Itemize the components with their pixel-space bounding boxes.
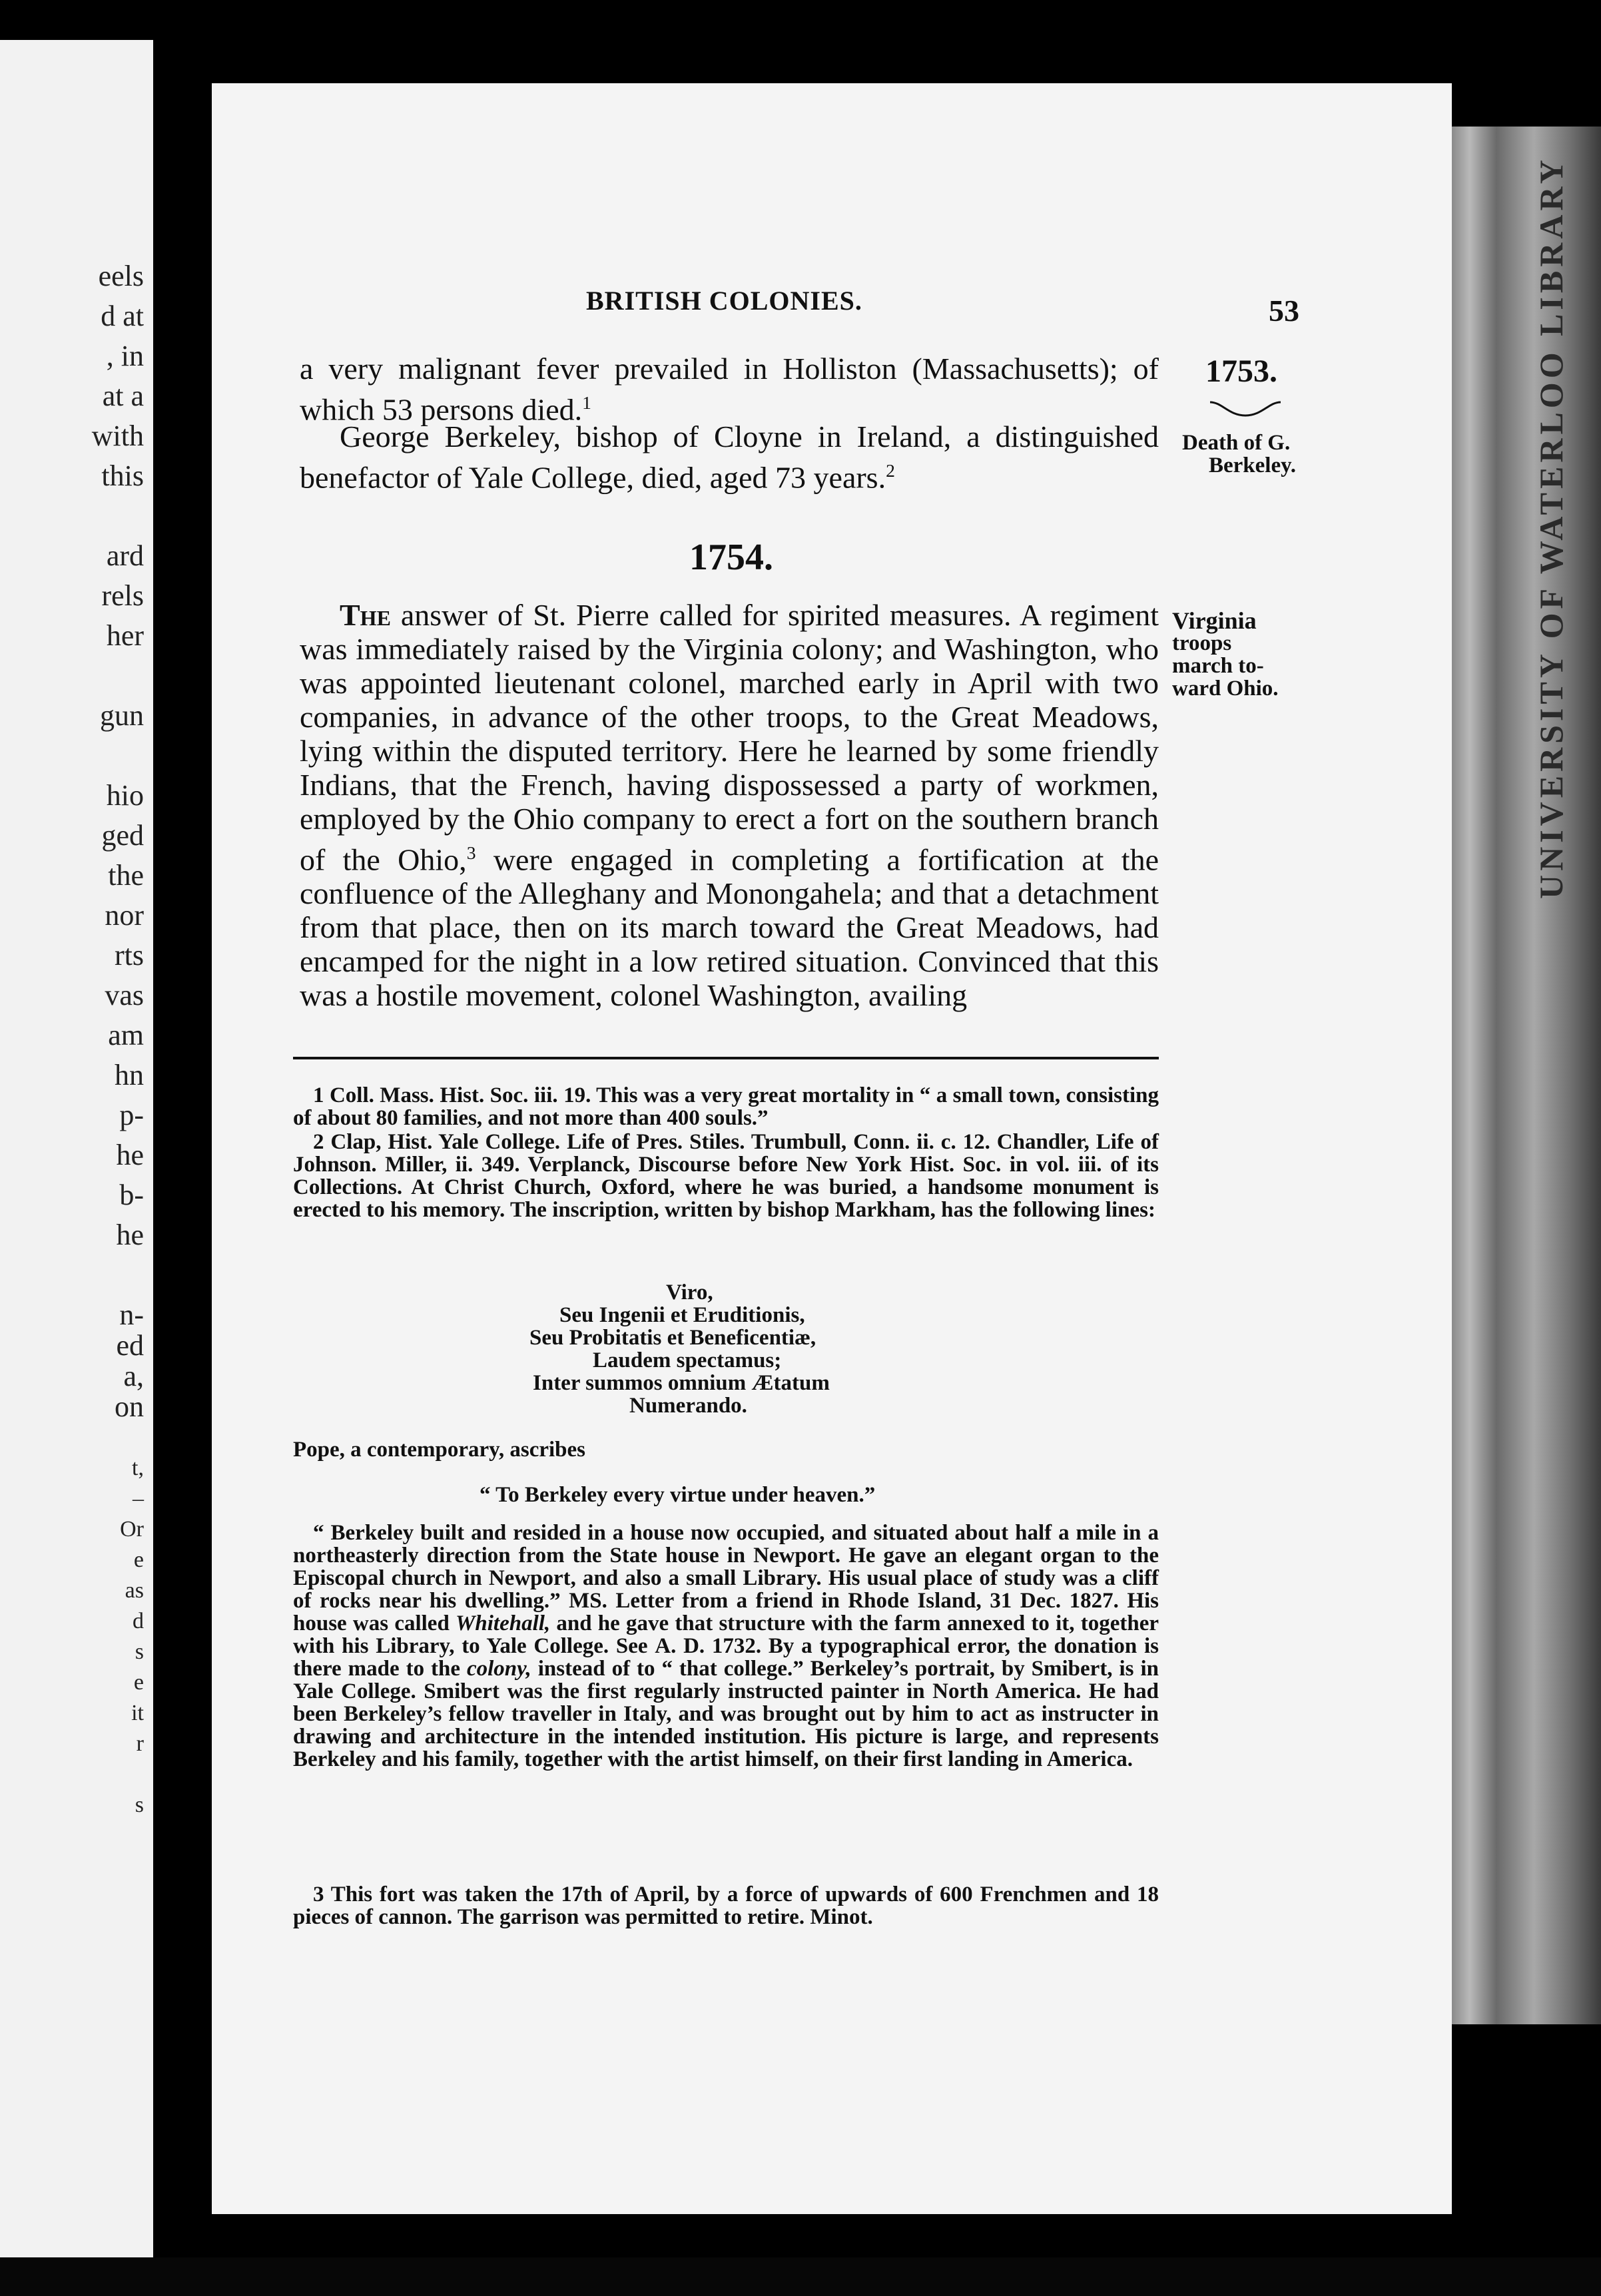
paragraph-text: George Berkeley, bishop of Cloyne in Ireland, a distinguished benefactor of Yale College, died, aged 73 years.	[300, 420, 1159, 495]
left-page-fragment: am	[108, 1019, 144, 1051]
footnote-1	[293, 1084, 1159, 1129]
left-page-fragment: her	[106, 619, 144, 652]
inscription-line: Numerando.	[629, 1394, 747, 1418]
footnote-2-continued	[293, 1522, 1159, 1771]
left-page-fragment: he	[116, 1219, 144, 1251]
left-page-fragment: nor	[105, 899, 144, 932]
margin-note-line: march to-	[1172, 654, 1264, 678]
page-edge	[1452, 127, 1601, 2024]
left-page-fragment: gun	[100, 699, 144, 732]
left-page-fragment: n-	[119, 1298, 144, 1331]
left-page-fragment: hn	[115, 1059, 144, 1091]
left-page-fragment: eels	[98, 260, 144, 292]
left-page-fragment: –	[133, 1486, 144, 1511]
running-head: BRITISH COLONIES.	[586, 286, 862, 316]
footnote-ref: 2	[886, 460, 895, 481]
left-facing-page	[0, 40, 153, 2296]
left-page-fragment: he	[116, 1139, 144, 1171]
footnote-3	[293, 1883, 1159, 1928]
footnote-2	[293, 1131, 1159, 1221]
left-page-fragment: this	[101, 459, 144, 492]
left-page-fragment: at a	[102, 380, 144, 412]
margin-note-berkeley	[1182, 431, 1296, 477]
left-page-fragment: t,	[132, 1456, 144, 1480]
inscription-verse	[529, 1281, 830, 1418]
left-page-fragment: b-	[119, 1179, 144, 1211]
left-page-fragment: p-	[119, 1099, 144, 1131]
left-page-fragment: vas	[105, 979, 144, 1011]
edge-stamp: UNIVERSITY OF WATERLOO LIBRARY	[1532, 156, 1570, 899]
left-page-fragment: rels	[101, 579, 144, 612]
margin-note-line: troops	[1172, 631, 1232, 655]
paragraph-berkeley	[300, 420, 1159, 494]
left-page-fragment: ed	[116, 1329, 144, 1362]
year-heading: 1754.	[689, 537, 773, 578]
left-page-fragment: with	[91, 420, 144, 452]
footnote-italic: colony,	[466, 1657, 531, 1681]
left-page-fragment: r	[136, 1731, 144, 1756]
inscription-line: Inter summos omnium Ætatum	[533, 1371, 830, 1395]
paragraph-holliston	[300, 352, 1159, 426]
footnote-smallcaps: A. D.	[655, 1634, 705, 1658]
left-page-fragment: d	[133, 1609, 144, 1633]
left-page-fragment: , in	[106, 340, 144, 372]
left-page-fragment: hio	[106, 779, 144, 812]
footnote-text: 3 This fort was taken the 17th of April, by a force of upwards of 600 Frenchmen and 18 pieces of cannon. The garrison was permitted to retire. Minot.	[293, 1882, 1159, 1929]
paragraph-text: a very malignant fever prevailed in Holliston (Massachusetts); of which 53 persons died.	[300, 352, 1159, 427]
left-page-fragment: it	[131, 1701, 144, 1725]
left-page-fragment: e	[133, 1670, 144, 1695]
left-page-fragment: the	[108, 859, 144, 892]
left-page-fragment: Or	[120, 1517, 144, 1542]
margin-note-line: ward Ohio.	[1172, 677, 1279, 701]
footnote-ref: 1	[582, 392, 591, 413]
footnote-text: 1 Coll. Mass. Hist. Soc. iii. 19. This was a very great mortality in “ a small town, consisting of about 80 families, and not more than 400 souls.”	[293, 1083, 1159, 1130]
page-number: 53	[1269, 294, 1299, 328]
pope-quote: “ To Berkeley every virtue under heaven.”	[480, 1483, 876, 1507]
margin-note-line: Death of G.	[1182, 431, 1291, 455]
footnote-text: and he gave that structure with the farm annexed to it, together with his Library, to Yale College. See	[293, 1611, 1159, 1658]
inscription-line: Laudem spectamus;	[593, 1348, 782, 1372]
left-page-fragment: ard	[106, 539, 144, 572]
margin-note-virginia	[1172, 609, 1279, 700]
left-page-fragment: d at	[101, 300, 144, 332]
paragraph-st-pierre	[300, 598, 1159, 1012]
left-page-fragment: s	[135, 1639, 144, 1664]
footnote-rule	[293, 1057, 1159, 1059]
left-page-fragment: as	[125, 1578, 144, 1603]
paragraph-text: were engaged in completing a fortification at the confluence of the Alleghany and Monongahela; and that a detachment from that place, then on its march toward the Great Meadows, had encamped for the night in a low retired situation. Convinced that this was a hostile movement, colonel Washington, availing	[300, 842, 1159, 1013]
pope-line: Pope, a contemporary, ascribes	[293, 1438, 586, 1462]
brace-ornament	[1209, 400, 1282, 420]
footnote-text: 1732. By a typographical error, the donation is there made to the	[293, 1634, 1159, 1681]
footnote-ref: 3	[466, 842, 476, 863]
margin-year: 1753.	[1205, 354, 1277, 389]
footnote-text: 2 Clap, Hist. Yale College. Life of Pres. Stiles. Trumbull, Conn. ii. c. 12. Chandler, Life of Johnson. Miller, ii. 349. Verplanck, Discourse before New York Hist. Soc. in vol. iii. of its Collections. At Christ Church, Oxford, where he was buried, a handsome monument is erected to his memory. The inscription, written by bishop Markham, has the following lines:	[293, 1130, 1159, 1222]
margin-note-line: Virginia	[1172, 607, 1257, 634]
left-page-fragment: on	[115, 1390, 144, 1423]
margin-note-line: Berkeley.	[1209, 453, 1297, 477]
left-page-fragment: s	[135, 1793, 144, 1817]
footnote-text: instead of to “ that college.” Berkeley’s portrait, by Smibert, is in Yale College. Smibert was the first regularly instructed painter in North America. He had been Berkeley’s fellow traveller in Italy, and was brought out by him to act as instructer in drawing and architecture in the intended institution. His picture is large, and represents Berkeley and his family, together with the artist himself, on their first landing in America.	[293, 1657, 1159, 1771]
footnote-italic: Whitehall,	[456, 1611, 551, 1635]
left-page-fragment: ged	[101, 819, 144, 852]
left-page-fragment: a,	[123, 1360, 144, 1392]
bottom-strip	[0, 2257, 1601, 2296]
left-page-fragment: rts	[115, 939, 144, 972]
paragraph-text: answer of St. Pierre called for spirited measures. A regiment was immediately raised by the Virginia colony; and Washington, who was appointed lieutenant colonel, marched early in April with two companies, in advance of the other troops, to the Great Meadows, lying within the disputed territory. Here he learned by some friendly Indians, that the French, having dispossessed a party of workmen, employed by the Ohio company to erect a fort on the southern branch of the Ohio,	[300, 598, 1159, 877]
inscription-line: Viro,	[666, 1281, 713, 1304]
paragraph-opening-word: The	[340, 598, 391, 632]
footnote-text: “ Berkeley built and resided in a house now occupied, and situated about half a mile in a northeasterly direction from the State house in Newport. He gave an elegant organ to the Episcopal church in Newport, and also a small Library. His usual place of study was a cliff of rocks near his dwelling.” MS. Letter from a friend in Rhode Island, 31 Dec. 1827. His house was called	[293, 1521, 1159, 1635]
inscription-line: Seu Ingenii et Eruditionis,	[559, 1303, 805, 1327]
inscription-line: Seu Probitatis et Beneficentiæ,	[529, 1326, 816, 1350]
left-page-fragment: e	[133, 1548, 144, 1572]
